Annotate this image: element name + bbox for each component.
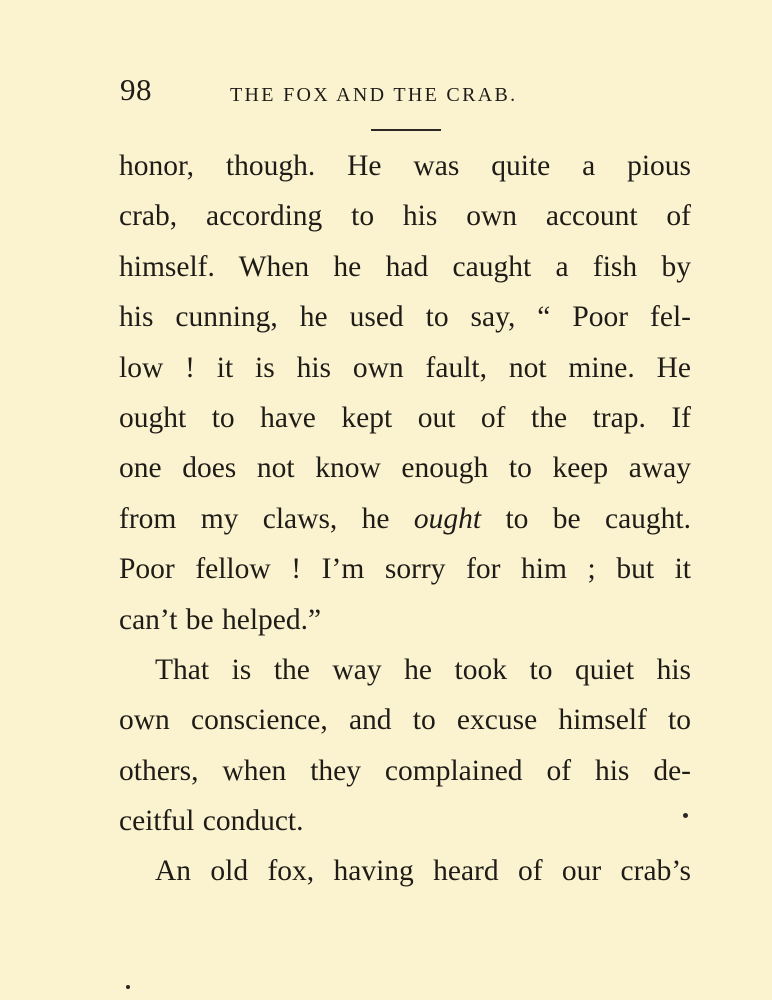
- page-body: [119, 141, 691, 897]
- text-line: crab, according to his own account of: [119, 200, 691, 233]
- text-line-with-italic: [119, 494, 691, 544]
- text-line: low ! it is his own fault, not mine. He: [119, 351, 691, 384]
- ink-speck: [126, 985, 130, 989]
- ink-speck: [683, 813, 688, 818]
- text-line: ceitful conduct.: [119, 805, 304, 838]
- italic-emphasis: ought: [413, 502, 482, 535]
- text-line: himself. When he had caught a fish by: [119, 250, 691, 283]
- header-rule: [371, 129, 441, 131]
- text-fragment: to be caught.: [481, 502, 691, 535]
- text-line: Poor fellow ! I’m sorry for him ; but it: [119, 553, 691, 586]
- text-line: ought to have kept out of the trap. If: [119, 401, 691, 434]
- text-line: own conscience, and to excuse himself to: [119, 704, 691, 737]
- text-fragment: from my claws, he: [119, 502, 414, 535]
- text-line: his cunning, he used to say, “ Poor fel-: [119, 301, 691, 334]
- paragraph-start-line: That is the way he took to quiet his: [155, 653, 691, 686]
- running-head: THE FOX AND THE CRAB.: [230, 84, 518, 106]
- paragraph-start-line: An old fox, having heard of our crab’s: [155, 855, 691, 888]
- text-line: honor, though. He was quite a pious: [119, 150, 691, 182]
- text-line: others, when they complained of his de-: [119, 754, 691, 787]
- page-number: 98: [120, 72, 152, 107]
- page-header: [118, 68, 698, 112]
- text-line: can’t be helped.”: [119, 603, 322, 636]
- text-line: one does not know enough to keep away: [119, 452, 691, 485]
